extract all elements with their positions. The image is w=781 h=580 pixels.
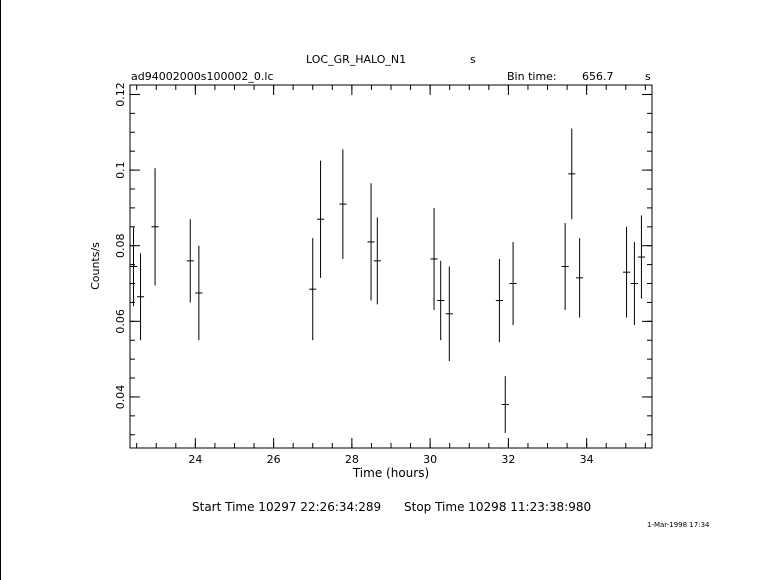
x-tick-label: 34 <box>579 453 594 466</box>
plot-frame <box>130 85 652 448</box>
data-point <box>562 223 569 310</box>
data-point <box>317 161 324 278</box>
object-unit: s <box>470 53 476 66</box>
data-point <box>187 219 194 302</box>
bin-time-unit: s <box>645 70 651 83</box>
data-point <box>339 149 346 259</box>
data-point <box>130 227 137 306</box>
data-point <box>437 261 444 340</box>
data-point <box>568 128 575 219</box>
start-time: Start Time 10297 22:26:34:289 <box>192 500 382 514</box>
data-points <box>130 128 645 432</box>
bin-time-value: 656.7 <box>582 70 614 83</box>
data-point <box>502 376 509 433</box>
data-point <box>374 217 381 304</box>
x-tick-label: 28 <box>344 453 359 466</box>
data-point <box>446 267 453 362</box>
y-axis-label: Counts/s <box>89 242 102 290</box>
x-tick-label: 32 <box>501 453 516 466</box>
y-tick-label: 0.04 <box>114 384 127 410</box>
data-point <box>137 253 144 340</box>
data-point <box>631 242 638 325</box>
data-point <box>151 168 158 285</box>
data-point <box>367 183 374 300</box>
x-tick-label: 30 <box>423 453 438 466</box>
data-point <box>510 242 517 325</box>
data-point <box>430 208 437 310</box>
x-tick-label: 24 <box>188 453 203 466</box>
axis-ticks <box>130 85 652 448</box>
y-tick-label: 0.1 <box>114 161 127 179</box>
stop-time: Stop Time 10298 11:23:38:980 <box>404 500 592 514</box>
data-point <box>195 246 202 341</box>
object-name: LOC_GR_HALO_N1 <box>306 53 407 66</box>
x-tick-label: 26 <box>266 453 281 466</box>
file-name: ad94002000s100002_0.lc <box>131 70 274 83</box>
timestamp: 1-Mar-1998 17:34 <box>647 521 710 529</box>
data-point <box>638 215 645 298</box>
y-tick-label: 0.08 <box>114 233 127 258</box>
bin-time-label: Bin time: <box>507 70 557 83</box>
data-point <box>576 238 583 317</box>
tick-labels <box>114 82 594 466</box>
data-point <box>496 259 503 342</box>
x-axis-label: Time (hours) <box>352 466 430 480</box>
data-point <box>309 238 316 340</box>
y-tick-label: 0.12 <box>114 82 127 107</box>
y-tick-label: 0.06 <box>114 309 127 334</box>
data-point <box>623 227 630 318</box>
